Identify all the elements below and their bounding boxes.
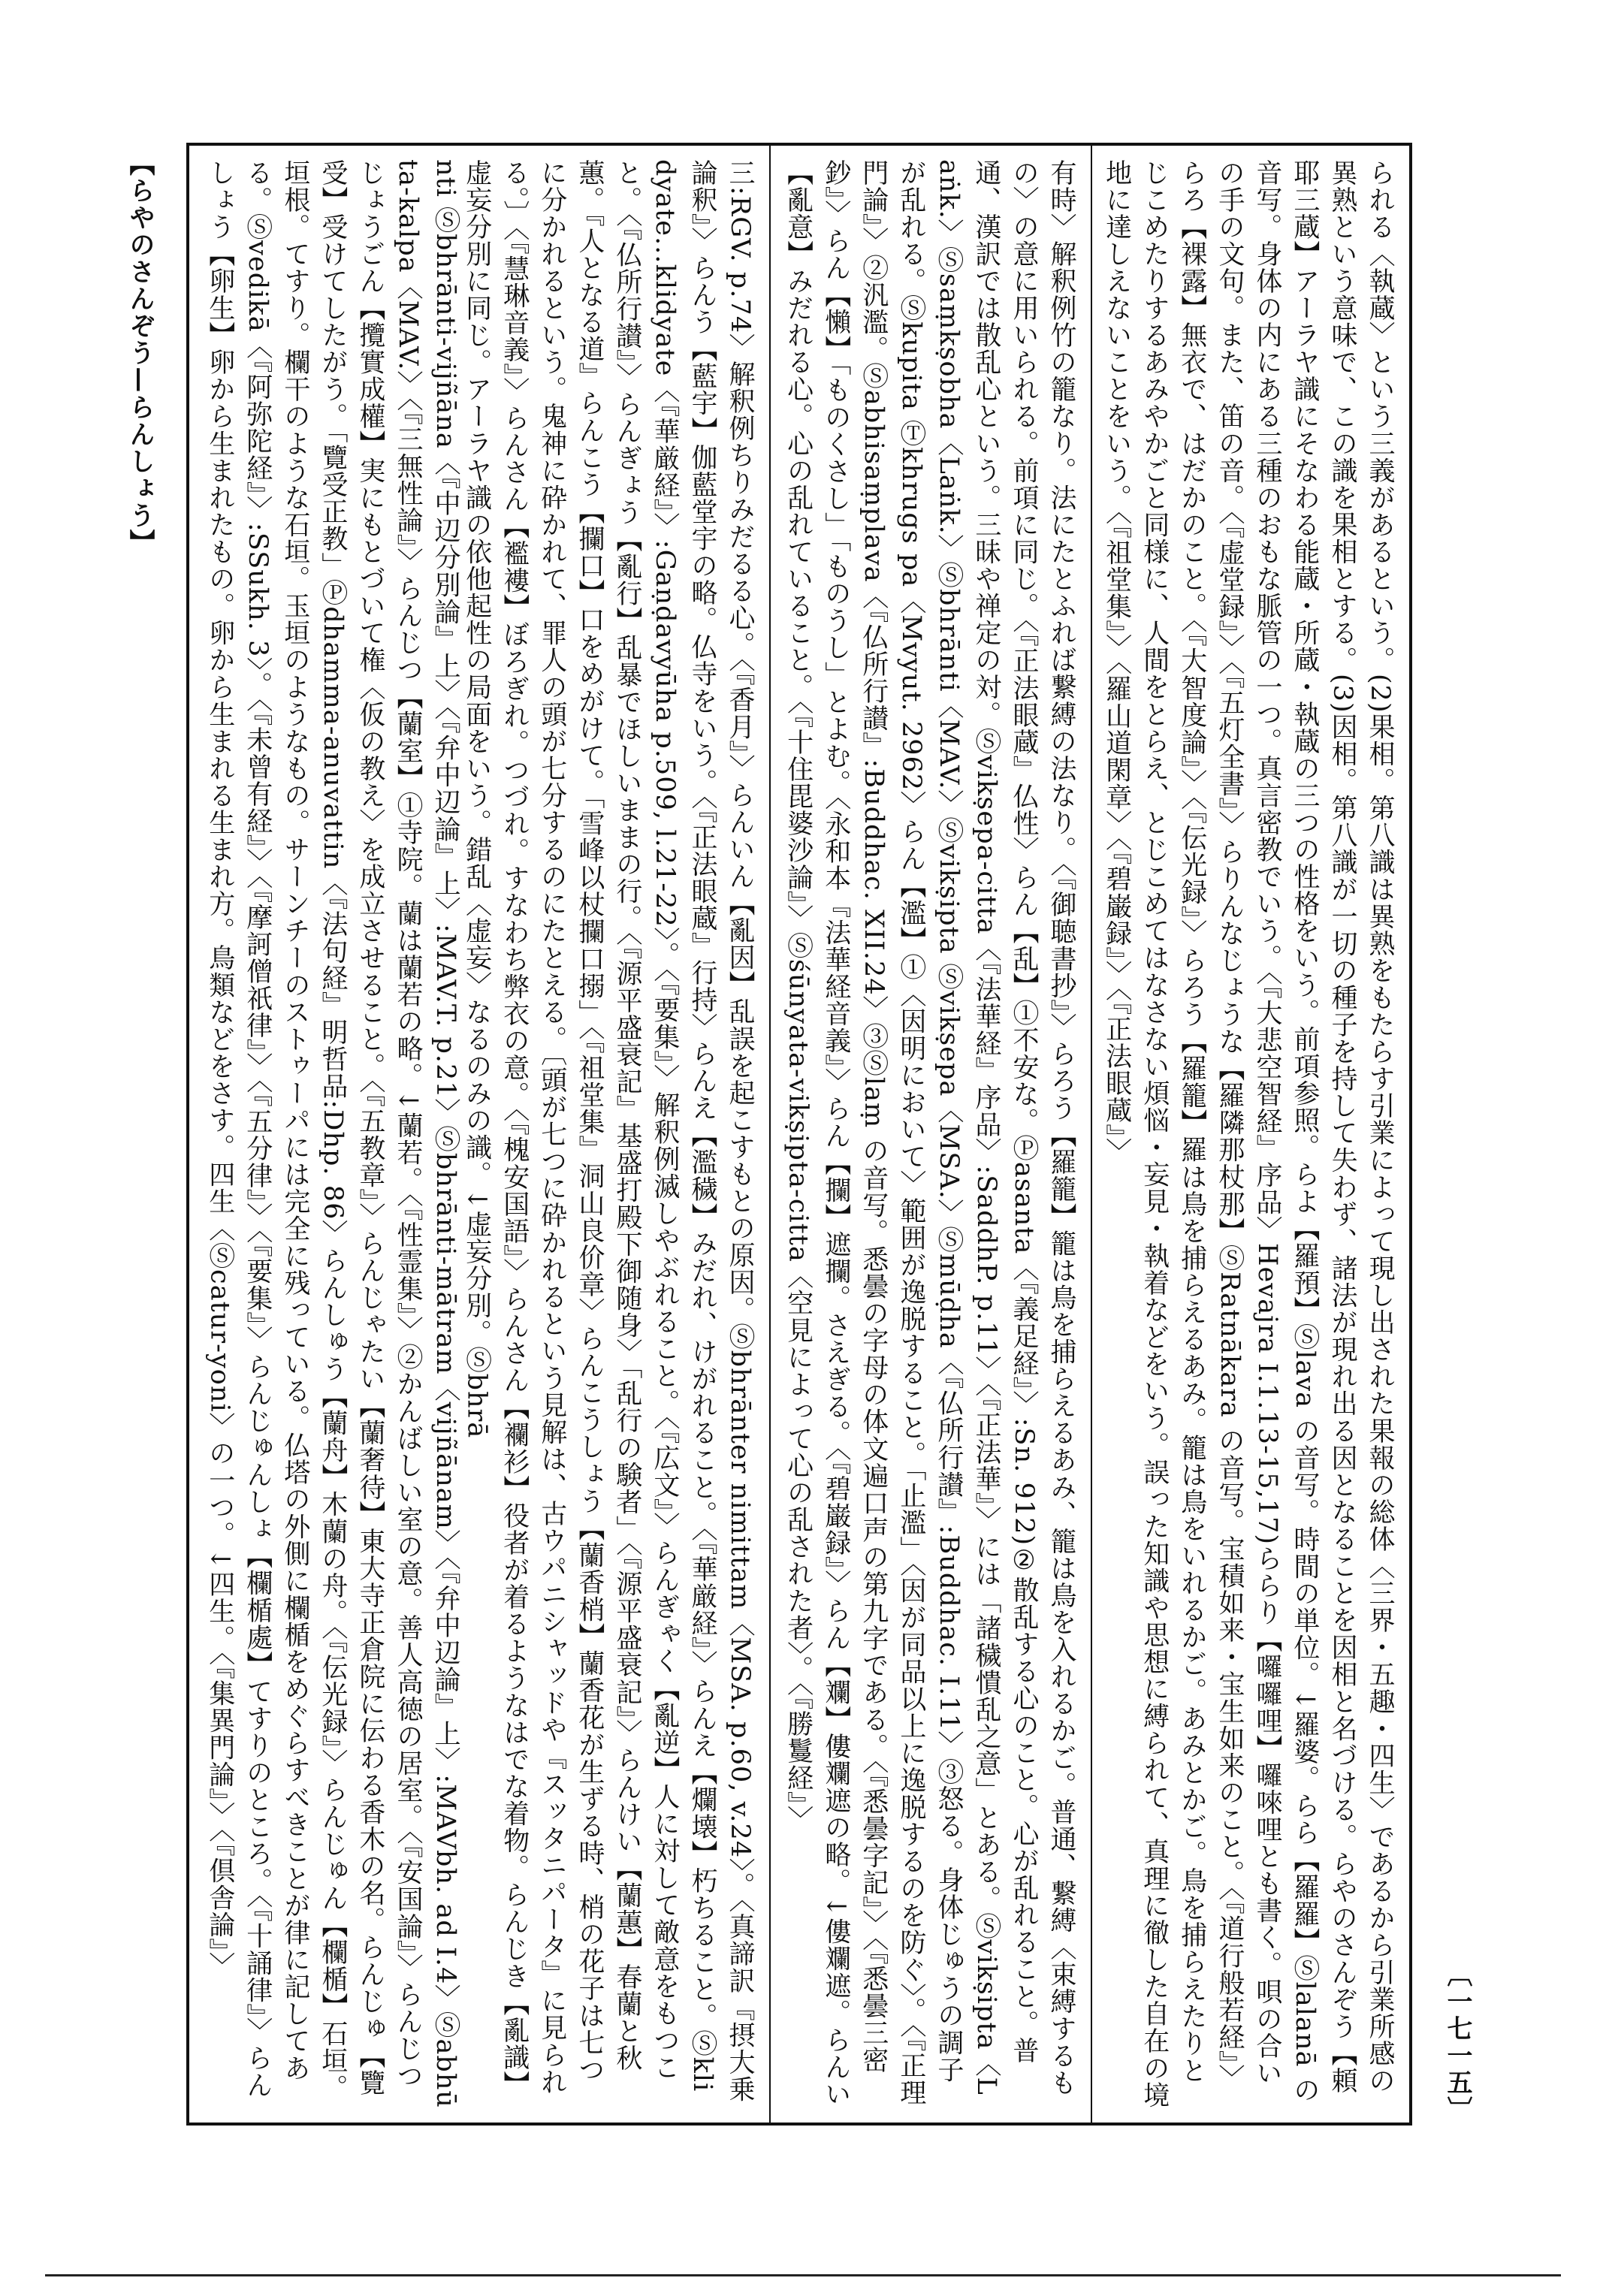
dictionary-column-top-right — [769, 146, 1092, 2123]
page-number: 〔一七一五〕 — [1442, 1960, 1472, 2123]
column-text: られる〈執蔵〉という三義があるという。(2)果相。第八識は異熟をもたらす引業によって現し出された果報の総体〈三界・五趣・四生〉であるから引業所感の異熟という意味で、この識を果相とする。(3)因相。第八識が一切の種子を持して失わず、諸法が現れ出る因となることを因相と名づける。らやのさんぞう【頼耶三蔵】アーラヤ識にそなわる能蔵・所蔵・執蔵の三つの性格をいう。前項参照。らよ【羅預】Ⓢlava の音写。時間の単位。↓羅婆。らら【羅羅】Ⓢlalanā の音写。身体の内にある三種のおもな脈管の一つ。真言密教でいう。〈『大悲空智経』序品〉Hevajra I.1.13-15,17)ららり【囉囉哩】囉唻哩とも書く。唄の合いの手の文句。また、笛の音。〈『虚堂録』〉〈『五灯全書』〉らりんなじょうな【羅隣那杖那】ⓈRatnākara の音写。宝積如来・宝生如来のこと。〈『道行般若経』〉らろ【裸露】無衣で、はだかのこと。〈『大智度論』〉〈『伝光録』〉らろう【羅籠】羅は鳥を捕らえるあみ。籠は鳥をいれるかご。あみとかご。鳥を捕らえたりとじこめたりするあみやかごと同様に、人間をとらえ、とじこめてはなさない煩悩・妄見・執着などをいう。誤った知識や思想に縛られて、真理に徹した自在の境地に達しえないことをいう。〈『祖堂集』〉〈羅山道閑章〉〈『碧巌録』〉〈『正法眼蔵』〉 — [1101, 159, 1395, 2109]
dictionary-column-top-left — [1091, 146, 1411, 2123]
bottom-rule — [45, 2274, 1561, 2276]
dictionary-column-bottom-left — [461, 146, 771, 2123]
column-text: 有時〉解釈例竹の籠なり。法にたとふれば繋縛の法なり。〈『御聴書抄』〉らろう【羅籠】籠は鳥を捕らえるあみ、籠は鳥を入れるかご。普通、繋縛〈束縛するもの〉の意に用いられる。前項に同じ。〈『正法眼蔵』仏性〉らん【乱】①不安な。Ⓟasanta〈『義足経』〉:Sn. 912)②散乱する心のこと。心が乱れること。普通、漢訳では散乱心という。三昧や禅定の対。Ⓢvikṣepa-citta〈『法華経』序品〉:SaddhP. p.11〉〈『正法華』〉には「諸穢憒乱之意」とある。Ⓢvikṣipta〈Laṅk.〉Ⓢsaṃkṣobha〈Laṅk.〉Ⓢbhrānti〈MAV.〉Ⓢvikṣipta Ⓢvikṣepa〈MSA.〉Ⓢmūḍha〈『仏所行讃』:Buddhac. I.11〉③怒る。身体じゅうの調子が乱れる。Ⓢkupita Ⓣkhrugs pa〈Mvyut. 2962〉らん【濫】①〈因明において〉範囲が逸脱すること。「止濫」〈因が同品以上に逸脱するのを防ぐ〉。〈『正理門論』〉②汎濫。Ⓢabhisaṃplava〈『仏所行讃』:Buddhac. XII.24〉③Ⓢlaṃ の音写。悉曇の字母の体文遍口声の第九字である。〈『悉曇字記』〉〈『悉曇三密鈔』〉らん【懶】「ものくさし」「ものうし」とよむ。〈永和本『法華経音義』〉らん【攔】遮攔。さえぎる。〈『碧巌録』〉らん【斕】僂斕遮の略。↓僂斕遮。らんい【亂意】みだれる心。心の乱れていること。〈『十住毘婆沙論』〉Ⓢśūnyata-vikṣipta-citta〈空見によって心の乱された者〉。〈『勝鬘経』〉 — [783, 159, 1076, 2108]
dictionary-column-bottom-right — [189, 146, 475, 2123]
column-text: nti Ⓢbhrānti-vijñāna〈『中辺分別論』上〉〈『弁中辺論』上〉:MAV.T. p.21〉Ⓢbhrānti-mātram〈vijñānam〉〈『弁中辺論』上〉:MAVbh. ad I.4〉Ⓢabhūta-kalpa〈MAV.〉〈『三無性論』〉らんじつ【蘭室】①寺院。蘭は蘭若の略。↓蘭若。〈『性霊集』〉②かんばしい室の意。善人高徳の居室。〈『安国論』〉らんじつじょうごん【攬實成權】実にもとづいて権〈仮の教え〉を成立させること。〈『五教章』〉らんじゃたい【蘭奢待】東大寺正倉院に伝わる香木の名。らんじゅ【覽受】受けてしたがう。「覽受正教」Ⓟdhamma-anuvattin〈『法句経』明哲品:Dhp. 86〉らんしゅう【蘭舟】木蘭の舟。〈『伝光録』〉らんじゅん【欄楯】石垣。垣根。てすり。欄干のような石垣。玉垣のようなもの。サーンチーのストゥーパには完全に残っている。仏塔の外側に欄楯をめぐらすべきことが律に記してある。Ⓢvedikā〈『阿弥陀経』〉:SSukh. 3〉。〈『未曾有経』〉〈『摩訶僧祇律』〉〈『五分律』〉〈『要集』〉らんじゅんしょ【欄楯處】てすりのところ。〈『十誦律』〉らんしょう【卵生】卵から生まれたもの。卵から生まれる生まれ方。鳥類などをさす。四生〈Ⓢcatur-yoni〉の一つ。↓四生。〈『集異門論』〉〈『倶舎論』〉 — [204, 159, 460, 2108]
column-text: 三:RGV. p.74〉解釈例ちりみだるる心。〈『香月』〉らんいん【亂因】乱誤を起こすもとの原因。Ⓢbhrānter nimittam〈MSA. p.60, v.24〉。〈真諦訳『摂大乗論釈』〉らんう【藍宇】伽藍堂宇の略。仏寺をいう。〈『正法眼蔵』行持〉らんえ【濫穢】みだれ、けがれること。〈『華厳経』〉らんえ【爛壊】朽ちること。Ⓢklidyate...klidyate〈『華厳経』〉:Gaṇḍavyūha p.509, l.21-22〉。〈『要集』〉解釈例滅しやぶれること。〈『広文』〉らんぎゃく【亂逆】人に対して敵意をもつこと。〈『仏所行讃』〉らんぎょう【亂行】乱暴でほしいままの行。〈『源平盛衰記』基盛打殿下御随身〉「乱行の験者」〈『源平盛衰記』〉らんけい【蘭蕙】春蘭と秋蕙。『人となる道』らんこう【攔口】口をめがけて。「雪峰以杖攔口搦」〈『祖堂集』洞山良价章〉らんこうしょう【蘭香梢】蘭香花が生ずる時、梢の花子は七つに分かれるという。鬼神に砕かれて、罪人の頭が七分するのにたとえる。〔頭が七つに砕かれるという見解は、古ウパニシャッドや『スッタニパータ』に見られる。〕〈『慧琳音義』〉らんさん【襤褸】ぼろぎれ。つづれ。すなわち弊衣の意。〈『槐安国語』〉らんさん【襴衫】役者が着るようなはでな着物。らんじき【亂識】虚妄分別に同じ。アーラヤ識の依他起性の局面をいう。錯乱〈虚妄〉なるのみの識。↓虚妄分別。Ⓢbhrā — [461, 159, 755, 2103]
running-head: 【らやのさんぞう—らんしょう】 — [125, 150, 155, 557]
page-frame — [186, 143, 1412, 2126]
